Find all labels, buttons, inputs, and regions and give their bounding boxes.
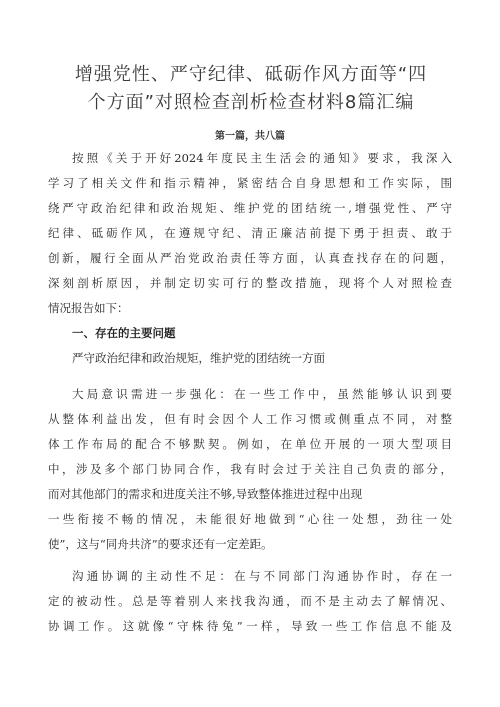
section-heading: 一、存在的主要问题: [72, 326, 176, 340]
paragraph-line: 深刻剖析原因，并制定切实可行的整改措施，现将个人对照检查: [48, 276, 452, 290]
paragraph-line: 按照《关于开好2024年度民主生活会的通知》要求，我深入: [72, 151, 452, 165]
part-indicator: 第一篇，共八篇: [215, 131, 285, 142]
paragraph-line: 学习了相关文件和指示精神，紧密结合自身思想和工作实际，围: [48, 176, 452, 190]
paragraph-line: 大局意识需进一步强化：在一些工作中，虽然能够认识到要: [72, 387, 452, 401]
paragraph-line: 使”，这与“同舟共济”的要求还有一定差距。: [48, 537, 273, 551]
paragraph-line: 沟通协调的主动性不足：在与不同部门沟通协作时，存在一: [72, 569, 452, 583]
document-title-line-1: 增强党性、严守纪律、砥砺作风方面等“四: [74, 64, 428, 85]
paragraph-line: 创新，履行全面从严治党政治责任等方面，认真查找存在的问题，: [48, 251, 452, 265]
paragraph-line: 绕严守政治纪律和政治规矩、维护党的团结统一,增强党性、严守: [48, 201, 452, 215]
paragraph-line: 情况报告如下：: [48, 301, 129, 315]
paragraph-line: 而对其他部门的需求和进度关注不够,导致整体推进过程中出现: [48, 487, 363, 501]
document-title-line-2: 个方面”对照检查剖析检查材料8篇汇编: [87, 92, 415, 113]
paragraph-line: 体工作布局的配合不够默契。例如，在单位开展的一项大型项目: [48, 437, 452, 451]
paragraph-line: 协调工作。这就像“守株待兔”一样，导致一些工作信息不能及: [48, 619, 452, 633]
paragraph-line: 定的被动性。总是等着别人来找我沟通，而不是主动去了解情况、: [48, 594, 452, 608]
subsection-title: 严守政治纪律和政治规矩，维护党的团结统一方面: [72, 351, 325, 365]
paragraph-line: 一些衔接不畅的情况，未能很好地做到“心往一处想，劲往一处: [48, 512, 452, 526]
paragraph-line: 纪律、砥砺作风，在遵规守纪、清正廉洁前提下勇于担责、敢于: [48, 226, 452, 240]
paragraph-line: 中，涉及多个部门协同合作，我有时会过于关注自己负责的部分，: [48, 462, 452, 476]
paragraph-line: 从整体利益出发，但有时会因个人工作习惯或侧重点不同，对整: [48, 412, 452, 426]
